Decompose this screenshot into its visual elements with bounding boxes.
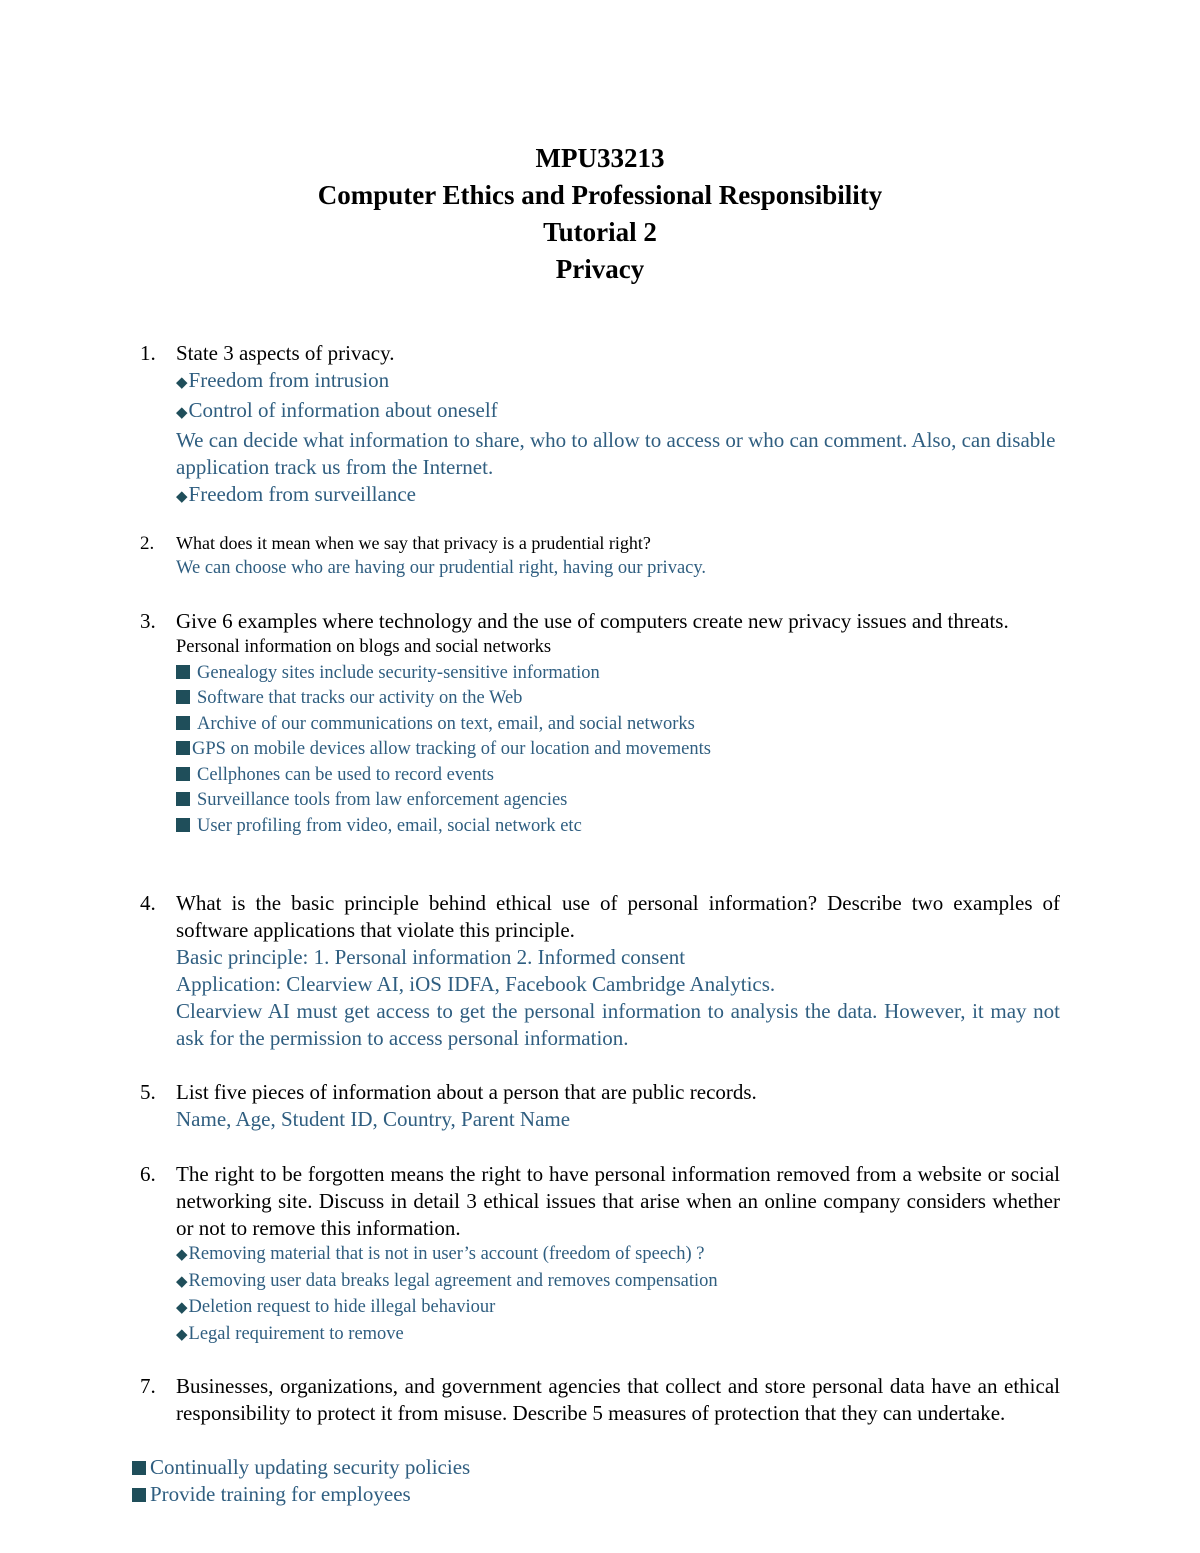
diamond-bullet-icon: ◆ [176,489,188,505]
question-number: 5. [140,1080,156,1104]
square-bullet-icon [176,690,190,704]
question-text: State 3 aspects of privacy. [176,341,395,365]
answer-lead: Personal information on blogs and social networks [176,637,552,657]
answer-note: We can decide what information to share, who to allow to access or who can comment. Also, can disable application track us from the Internet. [176,428,1056,479]
question-2 [140,531,1060,582]
document-header [0,140,1200,288]
answer-line: ◆Control of information about oneself [176,398,498,422]
square-bullet-icon [176,741,190,755]
diamond-bullet-icon: ◆ [176,1326,188,1343]
list-item: ◆Deletion request to hide illegal behaviour [176,1297,496,1317]
list-item: Surveillance tools from law enforcement agencies [176,788,1060,814]
question-3 [140,608,1060,839]
list-item: Software that tracks our activity on the Web [176,686,1060,712]
list-item: Archive of our communications on text, email, and social networks [176,712,1060,738]
question-number: 2. [140,533,155,554]
answer-line: ◆Freedom from surveillance [176,482,416,506]
list-item: Genealogy sites include security-sensitive information [176,661,1060,687]
answer-line: ◆Freedom from intrusion [176,368,390,392]
diamond-bullet-icon: ◆ [176,1247,188,1263]
square-bullet-icon [176,818,190,832]
square-bullet-icon [176,767,190,781]
square-bullet-icon [176,665,190,679]
question-text: Businesses, organizations, and government agencies that collect and store personal data have an ethical responsibility to protect it from misuse. Describe 5 measures of protection that they can undertake. [176,1374,1060,1425]
list-item: Provide training for employees [132,1481,1052,1508]
list-item: Cellphones can be used to record events [176,763,1060,789]
diamond-bullet-icon: ◆ [176,375,188,391]
question-7 [140,1373,1060,1427]
answer-line: Clearview AI must get access to get the personal information to analysis the data. However, it may not ask for the permission to access personal information. [176,999,1060,1050]
question-text: List five pieces of information about a person that are public records. [176,1080,757,1104]
tutorial-topic: Privacy [555,254,645,284]
question-5 [140,1079,1060,1133]
course-code: MPU33213 [535,143,665,173]
answer-line: Basic principle: 1. Personal information 2. Informed consent [176,945,686,969]
list-item: User profiling from video, email, social network etc [176,814,1060,840]
square-bullet-icon [176,792,190,806]
square-bullet-icon [176,716,190,730]
question-4 [140,890,1060,1052]
question-text: Give 6 examples where technology and the use of computers create new privacy issues and threats. [176,609,1009,633]
square-bullet-icon [132,1461,146,1475]
question-number: 3. [140,609,156,633]
course-title: Computer Ethics and Professional Responsibility [317,180,883,210]
list-item: ◆Removing user data breaks legal agreement and removes compensation [176,1270,718,1291]
list-item: GPS on mobile devices allow tracking of our location and movements [176,737,1060,763]
list-item: ◆Removing material that is not in user’s account (freedom of speech) ? [176,1244,705,1264]
question-number: 1. [140,341,156,365]
list-item: Continually updating security policies [132,1454,1052,1481]
diamond-bullet-icon: ◆ [176,1273,188,1290]
square-bullet-icon [132,1488,146,1502]
question-7-answers [132,1454,1052,1508]
tutorial-number: Tutorial 2 [543,217,657,247]
list-item: ◆Legal requirement to remove [176,1323,404,1344]
question-text: What does it mean when we say that privacy is a prudential right? [176,533,651,553]
question-number: 4. [140,891,156,915]
question-number: 6. [140,1162,156,1186]
question-6 [140,1161,1060,1348]
answer-line: Application: Clearview AI, iOS IDFA, Facebook Cambridge Analytics. [176,972,776,996]
answer-line: Name, Age, Student ID, Country, Parent Name [176,1107,571,1131]
question-1 [140,340,1060,511]
diamond-bullet-icon: ◆ [176,1300,188,1316]
answer-line: We can choose who are having our prudential right, having our privacy. [176,558,707,578]
question-number: 7. [140,1374,156,1398]
diamond-bullet-icon: ◆ [176,405,188,421]
question-text: The right to be forgotten means the right to have personal information removed from a website or social networking site. Discuss in detail 3 ethical issues that arise when an online company considers whether or not to remove this information. [176,1162,1060,1240]
question-text: What is the basic principle behind ethical use of personal information? Describe two examples of software applications that violate this principle. [176,891,1060,942]
